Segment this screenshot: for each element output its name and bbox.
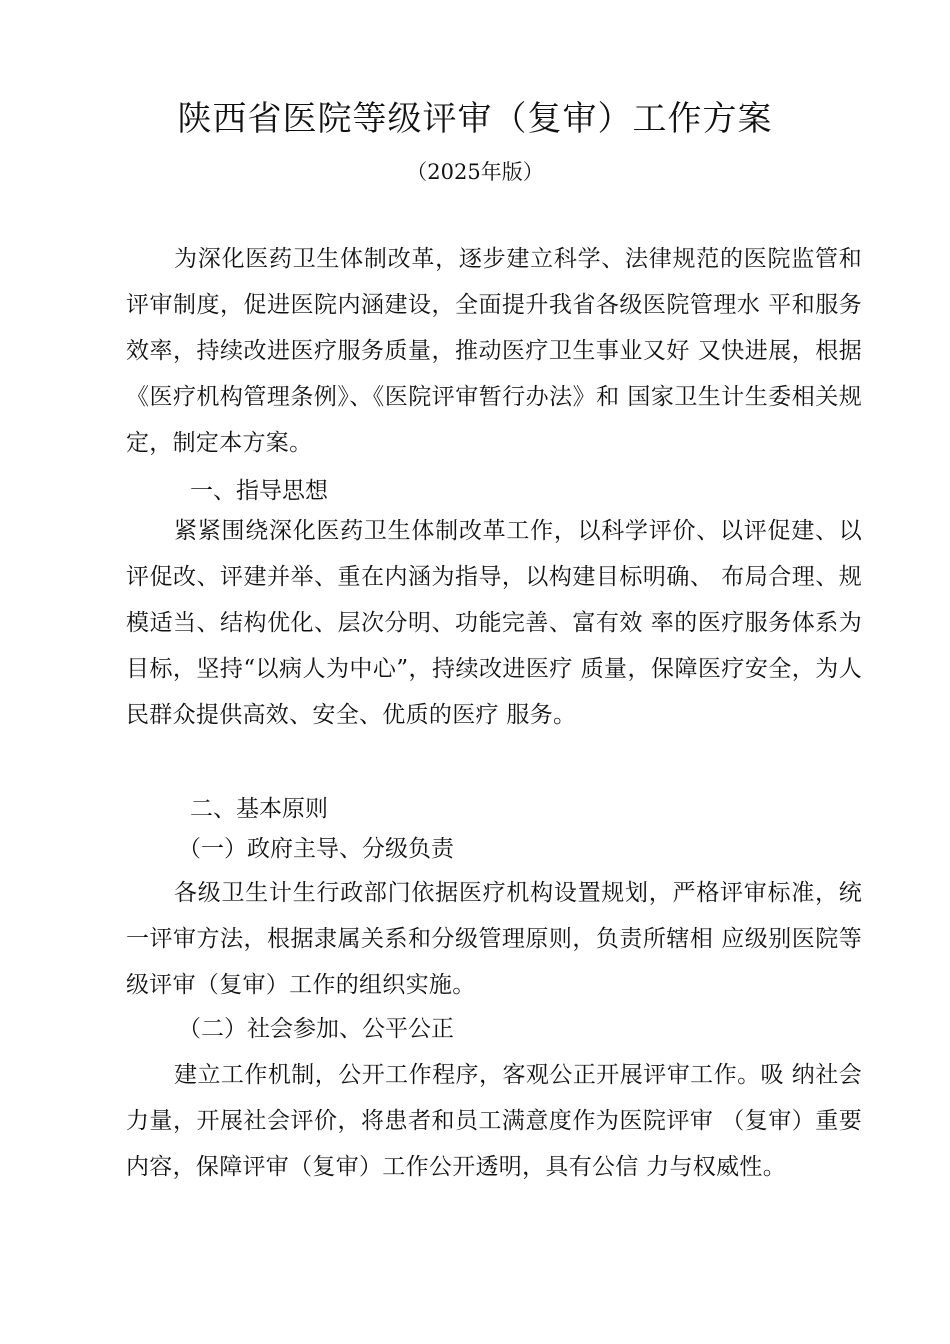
section-heading-guiding-ideology: 一、指导思想	[190, 478, 328, 504]
social-participation-paragraph: 建立工作机制，公开工作程序，客观公正开展评审工作。吸 纳社会力量，开展社会评价，将患者和员工满意度作为医院评审 （复审）重要内容，保障评审（复审）工作公开透明，具有公信 力与权威性。	[126, 1062, 862, 1180]
subheading-social-participation: （二）社会参加、公平公正	[178, 1016, 454, 1042]
government-led-paragraph: 各级卫生计生行政部门依据医疗机构设置规划，严格评审标准，统一评审方法，根据隶属关系和分级管理原则，负责所辖相 应级别医院等级评审（复审）工作的组织实施。	[126, 880, 862, 998]
document-subtitle: （2025年版）	[406, 160, 544, 184]
section-heading-basic-principles: 二、基本原则	[190, 796, 328, 822]
subheading-government-led: （一）政府主导、分级负责	[178, 836, 454, 862]
document-title: 陕西省医院等级评审（复审）工作方案	[177, 99, 773, 139]
guiding-ideology-paragraph: 紧紧围绕深化医药卫生体制改革工作，以科学评价、以评促建、以评促改、评建并举、重在内涵为指导，以构建目标明确、 布局合理、规模适当、结构优化、层次分明、功能完善、富有效 率的医疗服务体系为目标，坚持“以病人为中心”，持续改进医疗 质量，保障医疗安全，为人民群众提供高效、安全、优质的医疗 服务。	[126, 518, 862, 728]
intro-paragraph: 为深化医药卫生体制改革，逐步建立科学、法律规范的医院监管和评审制度，促进医院内涵建设，全面提升我省各级医院管理水 平和服务效率，持续改进医疗服务质量，推动医疗卫生事业又好 又快进展，根据《医疗机构管理条例》、《医院评审暂行办法》和 国家卫生计生委相关规定，制定本方案。	[126, 246, 862, 456]
